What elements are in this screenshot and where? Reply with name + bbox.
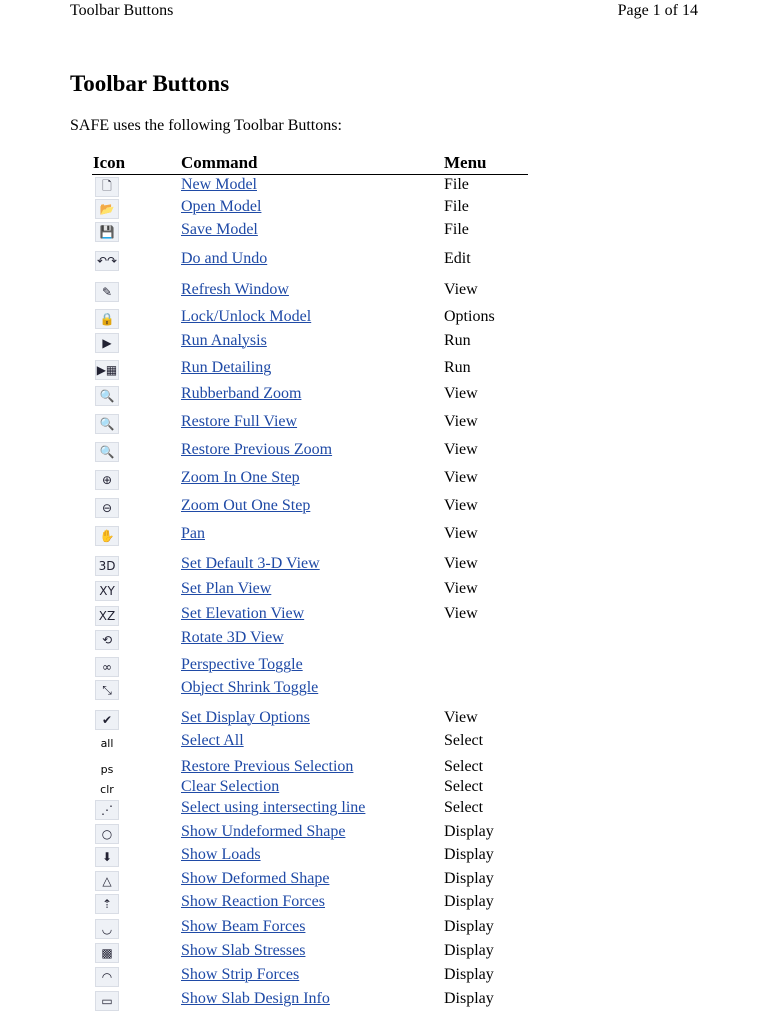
menu-name: Edit bbox=[444, 250, 471, 267]
table-row bbox=[92, 846, 528, 866]
table-row bbox=[92, 758, 528, 778]
menu-name: Run bbox=[444, 359, 471, 376]
table-row bbox=[92, 497, 528, 517]
command-link[interactable]: Refresh Window bbox=[181, 281, 289, 298]
menu-name: View bbox=[444, 413, 478, 430]
table-row bbox=[92, 308, 528, 328]
command-link[interactable]: Set Default 3-D View bbox=[181, 555, 320, 572]
table-row bbox=[92, 176, 528, 196]
command-link[interactable]: Lock/Unlock Model bbox=[181, 308, 312, 325]
pan-hand-icon: ✋ bbox=[95, 526, 119, 546]
table-header bbox=[92, 152, 528, 175]
menu-name: Display bbox=[444, 823, 494, 840]
menu-name: View bbox=[444, 497, 478, 514]
show-loads-icon: ⬇ bbox=[95, 847, 119, 867]
table-row bbox=[92, 893, 528, 913]
page-indicator: Page 1 of 14 bbox=[617, 2, 698, 19]
column-header-command: Command bbox=[181, 153, 258, 172]
command-link[interactable]: Zoom In One Step bbox=[181, 469, 300, 486]
command-link[interactable]: Do and Undo bbox=[181, 250, 268, 267]
table-row bbox=[92, 966, 528, 986]
zoom-out-icon: ⊖ bbox=[95, 498, 119, 518]
command-link[interactable]: Restore Full View bbox=[181, 413, 298, 430]
new-file-icon: 🗋 bbox=[95, 177, 119, 197]
table-row bbox=[92, 359, 528, 379]
table-row bbox=[92, 732, 528, 752]
command-link[interactable]: Pan bbox=[181, 525, 205, 542]
menu-name: File bbox=[444, 198, 469, 215]
plan-view-icon: XY bbox=[95, 581, 119, 601]
command-link[interactable]: Perspective Toggle bbox=[181, 656, 303, 673]
table-row bbox=[92, 441, 528, 461]
command-link[interactable]: Save Model bbox=[181, 221, 258, 238]
menu-name: Display bbox=[444, 966, 494, 983]
menu-name: Run bbox=[444, 332, 471, 349]
previous-selection-icon: ps bbox=[100, 762, 114, 776]
table-row bbox=[92, 281, 528, 301]
menu-name: View bbox=[444, 385, 478, 402]
floppy-disk-icon: 💾 bbox=[95, 222, 119, 242]
menu-name: View bbox=[444, 555, 478, 572]
command-link[interactable]: Set Display Options bbox=[181, 709, 310, 726]
table-row bbox=[92, 198, 528, 218]
command-link[interactable]: Restore Previous Zoom bbox=[181, 441, 333, 458]
command-link[interactable]: Restore Previous Selection bbox=[181, 758, 354, 775]
command-link[interactable]: Run Detailing bbox=[181, 359, 272, 376]
command-link[interactable]: Show Loads bbox=[181, 846, 261, 863]
table-row bbox=[92, 799, 528, 819]
menu-name: Options bbox=[444, 308, 495, 325]
menu-name: View bbox=[444, 709, 478, 726]
command-link[interactable]: Rubberband Zoom bbox=[181, 385, 302, 402]
pencil-icon: ✎ bbox=[95, 282, 119, 302]
table-row bbox=[92, 870, 528, 890]
menu-name: View bbox=[444, 441, 478, 458]
command-link[interactable]: Show Slab Design Info bbox=[181, 990, 330, 1007]
reaction-forces-icon: ⇡ bbox=[95, 894, 119, 914]
open-folder-icon: 📂 bbox=[95, 199, 119, 219]
table-row bbox=[92, 413, 528, 433]
menu-name: Select bbox=[444, 758, 484, 775]
command-link[interactable]: Run Analysis bbox=[181, 332, 267, 349]
lock-icon: 🔒 bbox=[95, 309, 119, 329]
3d-view-icon: 3D bbox=[95, 556, 119, 576]
menu-name: Display bbox=[444, 870, 494, 887]
deformed-shape-icon: △ bbox=[95, 871, 119, 891]
menu-name: View bbox=[444, 469, 478, 486]
command-link[interactable]: Show Strip Forces bbox=[181, 966, 300, 983]
table-row bbox=[92, 580, 528, 600]
table-row bbox=[92, 679, 528, 699]
command-link[interactable]: Open Model bbox=[181, 198, 262, 215]
page-title: Toolbar Buttons bbox=[70, 71, 230, 96]
slab-design-icon: ▭ bbox=[95, 991, 119, 1011]
elevation-view-icon: XZ bbox=[95, 606, 119, 626]
table-row bbox=[92, 709, 528, 729]
command-link[interactable]: Rotate 3D View bbox=[181, 629, 284, 646]
column-header-icon: Icon bbox=[93, 153, 126, 172]
menu-name: File bbox=[444, 176, 469, 193]
table-row bbox=[92, 221, 528, 241]
menu-name: View bbox=[444, 605, 478, 622]
clear-selection-icon: clr bbox=[100, 782, 114, 796]
table-row bbox=[92, 555, 528, 575]
table-row bbox=[92, 656, 528, 676]
menu-name: Display bbox=[444, 990, 494, 1007]
zoom-in-icon: ⊕ bbox=[95, 470, 119, 490]
beam-forces-icon: ◡ bbox=[95, 919, 119, 939]
command-link[interactable]: New Model bbox=[181, 176, 257, 193]
menu-name: Display bbox=[444, 918, 494, 935]
running-header-title: Toolbar Buttons bbox=[70, 2, 174, 19]
menu-name: Select bbox=[444, 732, 484, 749]
menu-name: View bbox=[444, 580, 478, 597]
run-detailing-icon: ▶▦ bbox=[95, 360, 119, 380]
menu-name: File bbox=[444, 221, 469, 238]
menu-name: View bbox=[444, 525, 478, 542]
menu-name: Display bbox=[444, 846, 494, 863]
menu-name: View bbox=[444, 281, 478, 298]
table-row bbox=[92, 385, 528, 405]
command-link[interactable]: Clear Selection bbox=[181, 778, 280, 795]
command-link[interactable]: Select using intersecting line bbox=[181, 799, 366, 816]
table-row bbox=[92, 918, 528, 938]
strip-forces-icon: ◠ bbox=[95, 967, 119, 987]
command-link[interactable]: Show Reaction Forces bbox=[181, 893, 325, 910]
table-row bbox=[92, 629, 528, 649]
table-row bbox=[92, 332, 528, 352]
table-row bbox=[92, 778, 528, 798]
table-row bbox=[92, 942, 528, 962]
play-icon: ▶ bbox=[95, 333, 119, 353]
intersecting-line-icon: ⋰ bbox=[95, 800, 119, 820]
command-link[interactable]: Show Undeformed Shape bbox=[181, 823, 346, 840]
command-link[interactable]: Select All bbox=[181, 732, 244, 749]
table-row bbox=[92, 469, 528, 489]
rubberband-zoom-icon: 🔍 bbox=[95, 386, 119, 406]
glasses-icon: ∞ bbox=[95, 657, 119, 677]
restore-full-view-icon: 🔍 bbox=[95, 414, 119, 434]
select-all-icon: all bbox=[100, 736, 114, 750]
table-row bbox=[92, 525, 528, 545]
menu-name: Display bbox=[444, 942, 494, 959]
table-row bbox=[92, 990, 528, 1010]
command-link[interactable]: Zoom Out One Step bbox=[181, 497, 311, 514]
command-link[interactable]: Object Shrink Toggle bbox=[181, 679, 319, 696]
command-link[interactable]: Set Plan View bbox=[181, 580, 272, 597]
command-link[interactable]: Set Elevation View bbox=[181, 605, 305, 622]
table-row bbox=[92, 605, 528, 625]
restore-previous-zoom-icon: 🔍 bbox=[95, 442, 119, 462]
object-shrink-icon: ⤡ bbox=[95, 680, 119, 700]
rotate-3d-icon: ⟲ bbox=[95, 630, 119, 650]
undo-redo-icon: ↶↷ bbox=[95, 251, 119, 271]
undeformed-shape-icon: ○ bbox=[95, 824, 119, 844]
command-link[interactable]: Show Slab Stresses bbox=[181, 942, 306, 959]
menu-name: Select bbox=[444, 799, 484, 816]
table-row bbox=[92, 823, 528, 843]
command-link[interactable]: Show Beam Forces bbox=[181, 918, 306, 935]
table-row bbox=[92, 250, 528, 270]
command-link[interactable]: Show Deformed Shape bbox=[181, 870, 330, 887]
slab-stresses-icon: ▩ bbox=[95, 943, 119, 963]
menu-name: Select bbox=[444, 778, 484, 795]
menu-name: Display bbox=[444, 893, 494, 910]
intro-text: SAFE uses the following Toolbar Buttons: bbox=[70, 117, 342, 134]
checkmark-icon: ✔ bbox=[95, 710, 119, 730]
column-header-menu: Menu bbox=[444, 153, 487, 172]
